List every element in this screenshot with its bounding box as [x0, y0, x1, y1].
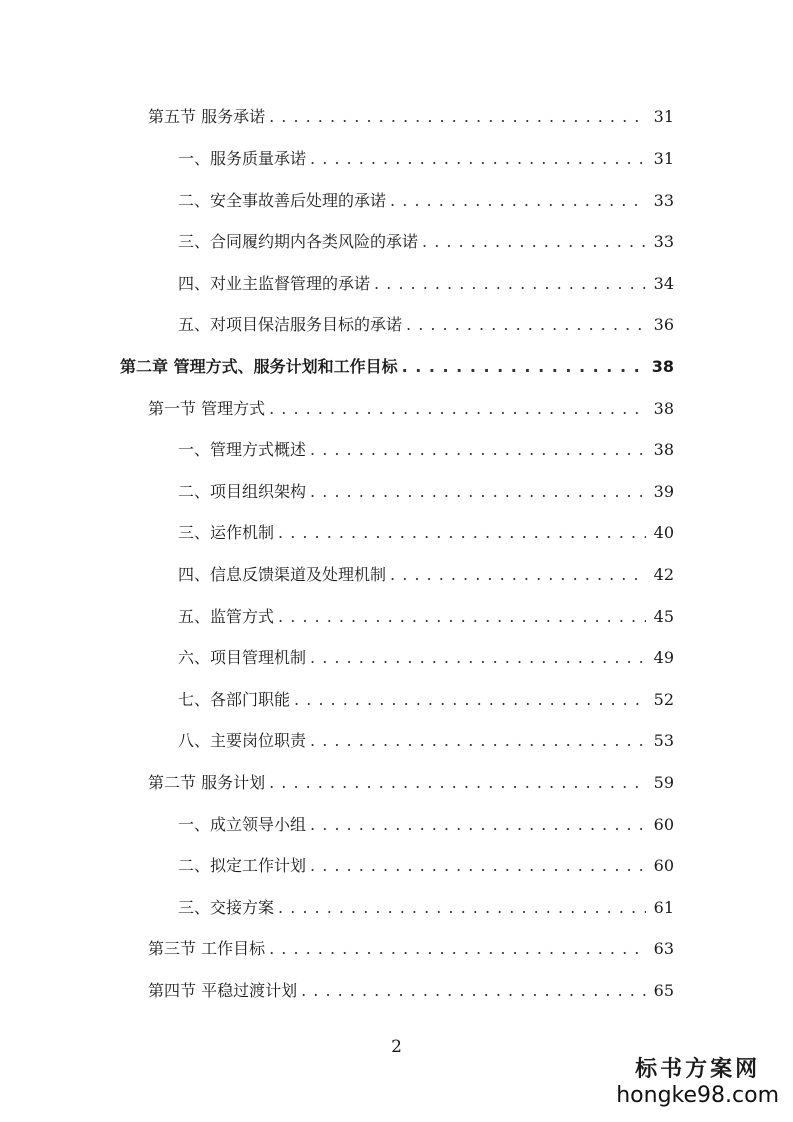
toc-entry-label: 五、对项目保洁服务目标的承诺: [178, 315, 403, 334]
dot-leader: [374, 269, 646, 299]
toc-entry-supervision-method[interactable]: [178, 602, 674, 632]
dot-leader: [310, 851, 646, 881]
toc-entry-feedback-channels[interactable]: [178, 560, 674, 590]
toc-entry-label: 七、各部门职能: [178, 690, 291, 709]
dot-leader: [269, 394, 646, 424]
toc-entry-page: 33: [653, 232, 674, 251]
dot-leader: [390, 560, 646, 590]
toc-entry-page: 38: [653, 399, 674, 418]
toc-entry-page: 49: [653, 648, 674, 667]
dot-leader: [294, 685, 646, 715]
toc-entry-contract-risks[interactable]: [178, 227, 674, 257]
toc-entry-page: 65: [653, 981, 674, 1000]
dot-leader: [269, 934, 646, 964]
toc-entry-label: 第五节 服务承诺: [148, 107, 266, 126]
toc-entry-label: 一、成立领导小组: [178, 815, 307, 834]
toc-entry-section-3[interactable]: [148, 934, 674, 964]
page-number: 2: [391, 1037, 402, 1057]
toc-entry-page: 40: [653, 523, 674, 542]
toc-entry-service-quality[interactable]: [178, 144, 674, 174]
toc-entry-page: 59: [653, 773, 674, 792]
toc-entry-cleaning-goals[interactable]: [178, 310, 674, 340]
dot-leader: [310, 477, 646, 507]
toc-entry-label: 四、信息反馈渠道及处理机制: [178, 565, 387, 584]
toc-entry-page: 34: [653, 274, 674, 293]
toc-entry-label: 第二节 服务计划: [148, 773, 266, 792]
dot-leader: [278, 602, 646, 632]
toc-entry-label: 五、监管方式: [178, 607, 275, 626]
dot-leader: [422, 227, 646, 257]
toc-entry-label: 八、主要岗位职责: [178, 731, 307, 750]
dot-leader: [310, 810, 646, 840]
toc-entry-label: 三、交接方案: [178, 898, 275, 917]
watermark: [616, 1052, 779, 1108]
toc-entry-label: 二、拟定工作计划: [178, 856, 307, 875]
toc-entry-label: 二、安全事故善后处理的承诺: [178, 191, 387, 210]
toc-entry-label: 三、运作机制: [178, 523, 275, 542]
toc-entry-section-1[interactable]: [148, 394, 674, 424]
toc-entry-label: 二、项目组织架构: [178, 482, 307, 501]
toc-entry-section-2[interactable]: [148, 768, 674, 798]
toc-entry-page: 31: [653, 149, 674, 168]
toc-entry-page: 36: [653, 315, 674, 334]
dot-leader: [406, 310, 646, 340]
toc-entry-chapter-2[interactable]: [120, 352, 674, 382]
toc-entry-page: 31: [653, 107, 674, 126]
toc-entry-project-mechanism[interactable]: [178, 643, 674, 673]
dot-leader: [310, 643, 646, 673]
toc-entry-page: 60: [653, 815, 674, 834]
toc-entry-page: 42: [653, 565, 674, 584]
dot-leader: [301, 976, 646, 1006]
dot-leader: [278, 893, 646, 923]
toc-entry-page: 39: [653, 482, 674, 501]
toc-entry-label: 第四节 平稳过渡计划: [148, 981, 298, 1000]
toc-entry-owner-supervision[interactable]: [178, 269, 674, 299]
toc-entry-operation-mechanism[interactable]: [178, 518, 674, 548]
toc-entry-page: 61: [653, 898, 674, 917]
dot-leader: [278, 518, 646, 548]
dot-leader: [269, 768, 646, 798]
toc-entry-label: 第二章 管理方式、服务计划和工作目标: [120, 357, 398, 376]
toc-entry-page: 52: [653, 690, 674, 709]
toc-entry-work-plan[interactable]: [178, 851, 674, 881]
toc-entry-label: 第三节 工作目标: [148, 939, 266, 958]
toc-entry-label: 一、管理方式概述: [178, 440, 307, 459]
toc-entry-label: 六、项目管理机制: [178, 648, 307, 667]
toc-entry-page: 38: [651, 357, 674, 376]
dot-leader: [310, 435, 646, 465]
toc-entry-page: 60: [653, 856, 674, 875]
dot-leader: [310, 726, 646, 756]
toc-entry-label: 四、对业主监督管理的承诺: [178, 274, 371, 293]
toc-entry-key-positions[interactable]: [178, 726, 674, 756]
toc-entry-label: 三、合同履约期内各类风险的承诺: [178, 232, 419, 251]
watermark-title: 标书方案网: [635, 1056, 761, 1082]
dot-leader: [269, 102, 646, 132]
toc-entry-page: 38: [653, 440, 674, 459]
toc-entry-page: 53: [653, 731, 674, 750]
watermark-url: hongke98.com: [616, 1083, 779, 1108]
toc-entry-department-functions[interactable]: [178, 685, 674, 715]
toc-entry-safety-accident[interactable]: [178, 186, 674, 216]
toc-entry-leadership-group[interactable]: [178, 810, 674, 840]
toc-entry-section-4[interactable]: [148, 976, 674, 1006]
toc-entry-page: 45: [653, 607, 674, 626]
dot-leader: [390, 186, 646, 216]
toc-entry-management-overview[interactable]: [178, 435, 674, 465]
toc-entry-section-5[interactable]: [148, 102, 674, 132]
toc-entry-page: 63: [653, 939, 674, 958]
toc-entry-label: 一、服务质量承诺: [178, 149, 307, 168]
toc-entry-page: 33: [653, 191, 674, 210]
dot-leader: [310, 144, 646, 174]
toc-entry-label: 第一节 管理方式: [148, 399, 266, 418]
toc-entry-handover-plan[interactable]: [178, 893, 674, 923]
toc-entry-org-structure[interactable]: [178, 477, 674, 507]
dot-leader: [402, 352, 644, 382]
